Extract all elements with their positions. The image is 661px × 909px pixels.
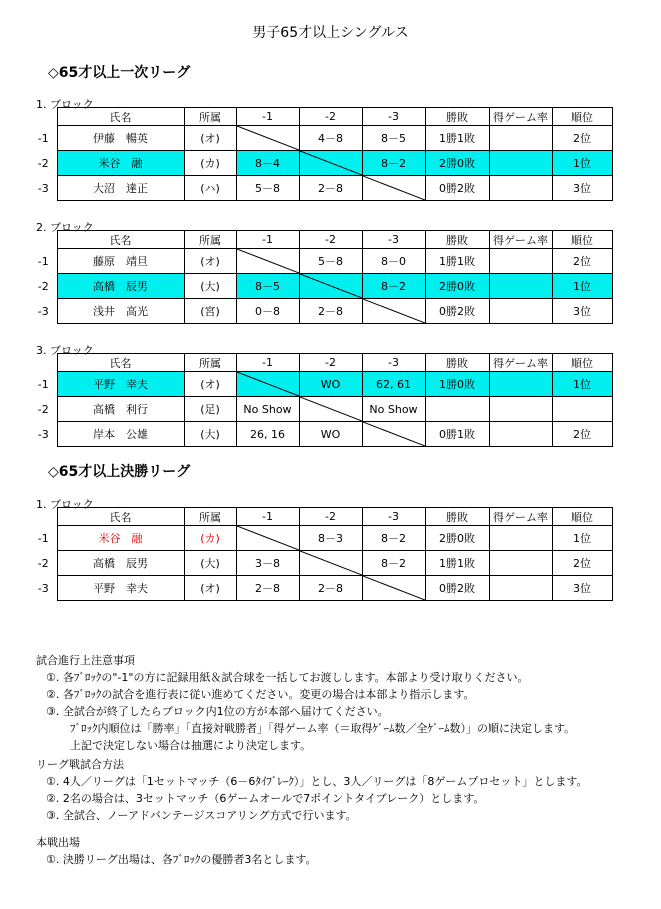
player-name: 平野 幸夫 — [57, 576, 184, 601]
header-match-2: -2 — [299, 354, 362, 372]
header-win-loss: 勝敗 — [425, 231, 489, 249]
self-match-cell — [236, 372, 299, 397]
header-affiliation: 所属 — [184, 108, 236, 126]
player-affiliation: (カ) — [184, 151, 236, 176]
rank: 2位 — [552, 126, 612, 151]
player-name: 平野 幸夫 — [57, 372, 184, 397]
player-name: 高橋 辰男 — [57, 551, 184, 576]
note-item: ﾌﾞﾛｯｸ内順位は「勝率」「直接対戦勝者」「得ゲーム率（＝取得ｹﾞｰﾑ数／全ｹﾞｰﾑ数）」の順に決定します。 — [70, 722, 576, 735]
match-score: 4－8 — [299, 126, 362, 151]
match-score: 8－3 — [299, 526, 362, 551]
match-notes — [36, 652, 575, 754]
row-number: -3 — [37, 581, 49, 595]
header-match-3: -3 — [362, 354, 425, 372]
table-row — [30, 551, 612, 576]
win-loss: 0勝2敗 — [425, 176, 489, 201]
header-game-rate: 得ゲーム率 — [489, 231, 552, 249]
win-loss: 0勝2敗 — [425, 576, 489, 601]
win-loss: 1勝1敗 — [425, 551, 489, 576]
win-loss — [425, 397, 489, 422]
player-name: 米谷 融 — [57, 151, 184, 176]
rank — [552, 397, 612, 422]
game-rate — [489, 274, 552, 299]
win-loss: 0勝2敗 — [425, 299, 489, 324]
rank: 2位 — [552, 422, 612, 447]
player-name: 高橋 利行 — [57, 397, 184, 422]
header-affiliation: 所属 — [184, 231, 236, 249]
match-score: 8－2 — [362, 551, 425, 576]
match-score: 8－5 — [236, 274, 299, 299]
self-match-cell — [299, 551, 362, 576]
rank: 2位 — [552, 249, 612, 274]
match-score: No Show — [362, 397, 425, 422]
header-match-1: -1 — [236, 231, 299, 249]
entry-item: ①. 決勝リーグ出場は、各ﾌﾞﾛｯｸの優勝者3名とします。 — [46, 853, 317, 866]
header-rank: 順位 — [552, 231, 612, 249]
method-item: ①. 4人／リーグは「1セットマッチ（6－6ﾀｲﾌﾞﾚｰｸ）」とし、3人／リーグは「8ゲームプロセット」とします。 — [46, 775, 588, 788]
self-match-cell — [362, 299, 425, 324]
header-name: 氏名 — [57, 108, 184, 126]
player-name: 伊藤 暢英 — [57, 126, 184, 151]
header-match-3: -3 — [362, 108, 425, 126]
match-score: 2－8 — [299, 576, 362, 601]
league-method — [36, 756, 588, 824]
rank: 3位 — [552, 176, 612, 201]
header-affiliation: 所属 — [184, 508, 236, 526]
match-score: 8－4 — [236, 151, 299, 176]
win-loss: 1勝1敗 — [425, 249, 489, 274]
table-row — [30, 299, 612, 324]
row-number: -3 — [37, 427, 49, 441]
table-row — [30, 274, 612, 299]
header-name: 氏名 — [57, 354, 184, 372]
main-entry — [36, 834, 316, 868]
table-row — [30, 526, 612, 551]
table-row — [30, 397, 612, 422]
champion-name: 米谷 融 — [57, 526, 184, 551]
page-title: 男子65才以上シングルス — [252, 25, 409, 41]
header-match-2: -2 — [299, 108, 362, 126]
header-game-rate: 得ゲーム率 — [489, 354, 552, 372]
table-row — [30, 151, 612, 176]
table-row — [30, 126, 612, 151]
header-match-1: -1 — [236, 354, 299, 372]
match-score: 2－8 — [299, 176, 362, 201]
match-score: 2－8 — [299, 299, 362, 324]
match-score: 8－5 — [362, 126, 425, 151]
self-match-cell — [236, 526, 299, 551]
player-affiliation: (大) — [184, 422, 236, 447]
table-row — [30, 176, 612, 201]
note-item: ①. 各ﾌﾞﾛｯｸの"-1"の方に記録用紙＆試合球を一括してお渡しします。本部より受け取りください。 — [46, 671, 529, 684]
row-number: -1 — [37, 377, 49, 391]
match-score: WO — [299, 422, 362, 447]
table-row — [30, 372, 612, 397]
match-score: 8－2 — [362, 274, 425, 299]
win-loss: 2勝0敗 — [425, 151, 489, 176]
player-affiliation: (オ) — [184, 126, 236, 151]
note-item: ③. 全試合が終了したらブロック内1位の方が本部へ届けてください。 — [46, 705, 389, 718]
game-rate — [489, 422, 552, 447]
table-row — [30, 422, 612, 447]
header-name: 氏名 — [57, 508, 184, 526]
game-rate — [489, 576, 552, 601]
note-item: ②. 各ﾌﾞﾛｯｸの試合を進行表に従い進めてください。変更の場合は本部より指示します。 — [46, 688, 475, 701]
player-name: 藤原 靖旦 — [57, 249, 184, 274]
win-loss: 2勝0敗 — [425, 274, 489, 299]
match-score: 2－8 — [236, 576, 299, 601]
game-rate — [489, 372, 552, 397]
player-affiliation: (オ) — [184, 249, 236, 274]
first-league-heading: ◇65才以上一次リーグ — [48, 65, 191, 81]
self-match-cell — [362, 422, 425, 447]
table-row — [30, 249, 612, 274]
header-rank: 順位 — [552, 508, 612, 526]
champion-affiliation: (カ) — [184, 526, 236, 551]
header-win-loss: 勝敗 — [425, 508, 489, 526]
block-1-label: 1. ブロック — [36, 98, 94, 111]
header-match-2: -2 — [299, 231, 362, 249]
rank: 1位 — [552, 526, 612, 551]
game-rate — [489, 176, 552, 201]
game-rate — [489, 126, 552, 151]
rank: 3位 — [552, 576, 612, 601]
match-score: 0－8 — [236, 299, 299, 324]
match-score: 8－2 — [362, 151, 425, 176]
win-loss: 1勝1敗 — [425, 126, 489, 151]
header-match-1: -1 — [236, 508, 299, 526]
self-match-cell — [299, 274, 362, 299]
header-match-3: -3 — [362, 231, 425, 249]
self-match-cell — [299, 151, 362, 176]
league-method-heading: リーグ戦試合方法 — [36, 758, 124, 771]
row-number: -1 — [37, 254, 49, 268]
header-game-rate: 得ゲーム率 — [489, 108, 552, 126]
header-match-2: -2 — [299, 508, 362, 526]
table-row — [30, 576, 612, 601]
block-2-table — [30, 230, 613, 324]
block-1-table — [30, 107, 613, 201]
row-number: -3 — [37, 304, 49, 318]
match-score: 62, 61 — [362, 372, 425, 397]
win-loss: 1勝0敗 — [425, 372, 489, 397]
win-loss: 0勝1敗 — [425, 422, 489, 447]
player-affiliation: (宮) — [184, 299, 236, 324]
win-loss: 2勝0敗 — [425, 526, 489, 551]
player-name: 浅井 高光 — [57, 299, 184, 324]
self-match-cell — [236, 126, 299, 151]
header-rank: 順位 — [552, 108, 612, 126]
header-win-loss: 勝敗 — [425, 354, 489, 372]
match-score: 3－8 — [236, 551, 299, 576]
row-number: -2 — [37, 556, 49, 570]
player-affiliation: (大) — [184, 274, 236, 299]
row-number: -1 — [37, 531, 49, 545]
block-3-table — [30, 353, 613, 447]
method-item: ②. 2名の場合は、3セットマッチ（6ゲームオールで7ポイントタイブレーク）とします。 — [46, 792, 485, 805]
method-item: ③. 全試合、ノーアドバンテージスコアリング方式で行います。 — [46, 809, 357, 822]
self-match-cell — [236, 249, 299, 274]
block-2-label: 2. ブロック — [36, 221, 94, 234]
self-match-cell — [362, 176, 425, 201]
block-3-label: 3. ブロック — [36, 344, 94, 357]
game-rate — [489, 151, 552, 176]
header-match-3: -3 — [362, 508, 425, 526]
player-affiliation: (大) — [184, 551, 236, 576]
game-rate — [489, 551, 552, 576]
header-rank: 順位 — [552, 354, 612, 372]
header-name: 氏名 — [57, 231, 184, 249]
player-name: 高橋 辰男 — [57, 274, 184, 299]
main-entry-heading: 本戦出場 — [36, 836, 80, 849]
note-item: 上記で決定しない場合は抽選により決定します。 — [70, 739, 312, 752]
player-affiliation: (オ) — [184, 372, 236, 397]
player-affiliation: (オ) — [184, 576, 236, 601]
match-score: 26, 16 — [236, 422, 299, 447]
row-number: -3 — [37, 181, 49, 195]
header-game-rate: 得ゲーム率 — [489, 508, 552, 526]
match-score: 5－8 — [236, 176, 299, 201]
match-score: 8－2 — [362, 526, 425, 551]
header-affiliation: 所属 — [184, 354, 236, 372]
rank: 1位 — [552, 151, 612, 176]
player-name: 岸本 公雄 — [57, 422, 184, 447]
match-score: No Show — [236, 397, 299, 422]
rank: 3位 — [552, 299, 612, 324]
header-win-loss: 勝敗 — [425, 108, 489, 126]
game-rate — [489, 526, 552, 551]
game-rate — [489, 397, 552, 422]
row-number: -2 — [37, 156, 49, 170]
self-match-cell — [362, 576, 425, 601]
row-number: -2 — [37, 279, 49, 293]
player-affiliation: (ハ) — [184, 176, 236, 201]
final-block-table — [30, 507, 613, 601]
final-league-heading: ◇65才以上決勝リーグ — [48, 464, 191, 480]
player-name: 大沼 達正 — [57, 176, 184, 201]
header-match-1: -1 — [236, 108, 299, 126]
rank: 1位 — [552, 372, 612, 397]
match-score: 5－8 — [299, 249, 362, 274]
row-number: -2 — [37, 402, 49, 416]
game-rate — [489, 299, 552, 324]
rank: 1位 — [552, 274, 612, 299]
player-affiliation: (足) — [184, 397, 236, 422]
final-block-label: 1. ブロック — [36, 498, 94, 511]
row-number: -1 — [37, 131, 49, 145]
self-match-cell — [299, 397, 362, 422]
match-score: 8－0 — [362, 249, 425, 274]
notes-heading: 試合進行上注意事項 — [36, 654, 135, 667]
game-rate — [489, 249, 552, 274]
rank: 2位 — [552, 551, 612, 576]
match-score: WO — [299, 372, 362, 397]
